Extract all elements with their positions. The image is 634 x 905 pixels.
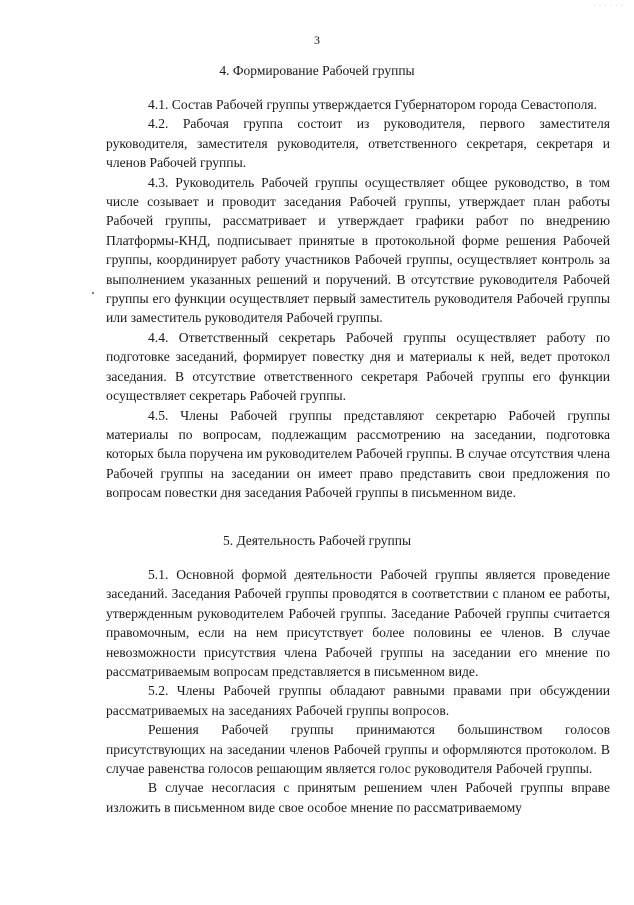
paragraph-5-2-decisions: Решения Рабочей группы принимаются большинством голосов присутствующих на заседании членов Рабочей группы и оформляются протоколом. В случае равенства голосов решающим является голос руководителя Рабочей группы. bbox=[106, 722, 610, 777]
margin-dot bbox=[92, 292, 94, 294]
paragraph-4-1: 4.1. Состав Рабочей группы утверждается Губернатором города Севастополя. bbox=[148, 97, 598, 112]
section-5-heading: 5. Деятельность Рабочей группы bbox=[222, 533, 412, 548]
section-4-heading: 4. Формирование Рабочей группы bbox=[219, 63, 415, 78]
paragraph-4-2: 4.2. Рабочая группа состоит из руководителя, первого заместителя руководителя, заместителя руководителя, ответственного секретаря, секретаря и членов Рабочей группы. bbox=[106, 116, 610, 171]
section-5-body bbox=[106, 565, 610, 817]
paragraph-4-3: 4.3. Руководитель Рабочей группы осуществляет общее руководство, в том числе созывает и проводит заседания Рабочей группы, утверждает план работы Рабочей группы, рассматривает и утверждает графики работ по внедрению Платформы-КНД, подписывает принятые в протокольной форме решения Рабочей группы, координирует работу участников Рабочей группы, осуществляет контроль за выполнением указанных решений и поручений. В отсутствие руководителя Рабочей группы его функции осуществляет первый заместитель руководителя Рабочей группы или заместитель руководителя Рабочей группы. bbox=[106, 174, 610, 326]
paragraph-5-1: 5.1. Основной формой деятельности Рабочей группы является проведение заседаний. Заседания Рабочей группы проводятся в соответствии с планом ее работы, утвержденным руководителем Рабочей группы. Заседание Рабочей группы считается правомочным, если на нем присутствует более половины ее членов. В случае невозможности присутствия члена Рабочей группы на заседании его мнение по рассматриваемым вопросам представляется в письменном виде. bbox=[106, 567, 610, 680]
paragraph-4-5: 4.5. Члены Рабочей группы представляют секретарю Рабочей группы материалы по вопросам, подлежащим рассмотрению на заседании, подготовка которых была поручена им руководителем Рабочей группы. В случае отсутствия члена Рабочей группы на заседании он имеет право представить свои предложения по вопросам повестки дня заседания Рабочей группы в письменном виде. bbox=[106, 407, 610, 501]
corner-mark: · · · · · · bbox=[593, 3, 624, 9]
paragraph-5-2-dissent: В случае несогласия с принятым решением член Рабочей группы вправе изложить в письменном виде свое особое мнение по рассматриваемому bbox=[106, 780, 610, 815]
page-number: 3 bbox=[314, 33, 320, 47]
section-4-body bbox=[106, 95, 610, 503]
paragraph-4-4: 4.4. Ответственный секретарь Рабочей группы осуществляет работу по подготовке заседаний, формирует повестку дня и материалы к ней, ведет протокол заседания. В отсутствие ответственного секретаря Рабочей группы его функции осуществляет секретарь Рабочей группы. bbox=[106, 329, 610, 404]
paragraph-5-2: 5.2. Члены Рабочей группы обладают равными правами при обсуждении рассматриваемых на заседаниях Рабочей группы вопросов. bbox=[106, 683, 610, 718]
